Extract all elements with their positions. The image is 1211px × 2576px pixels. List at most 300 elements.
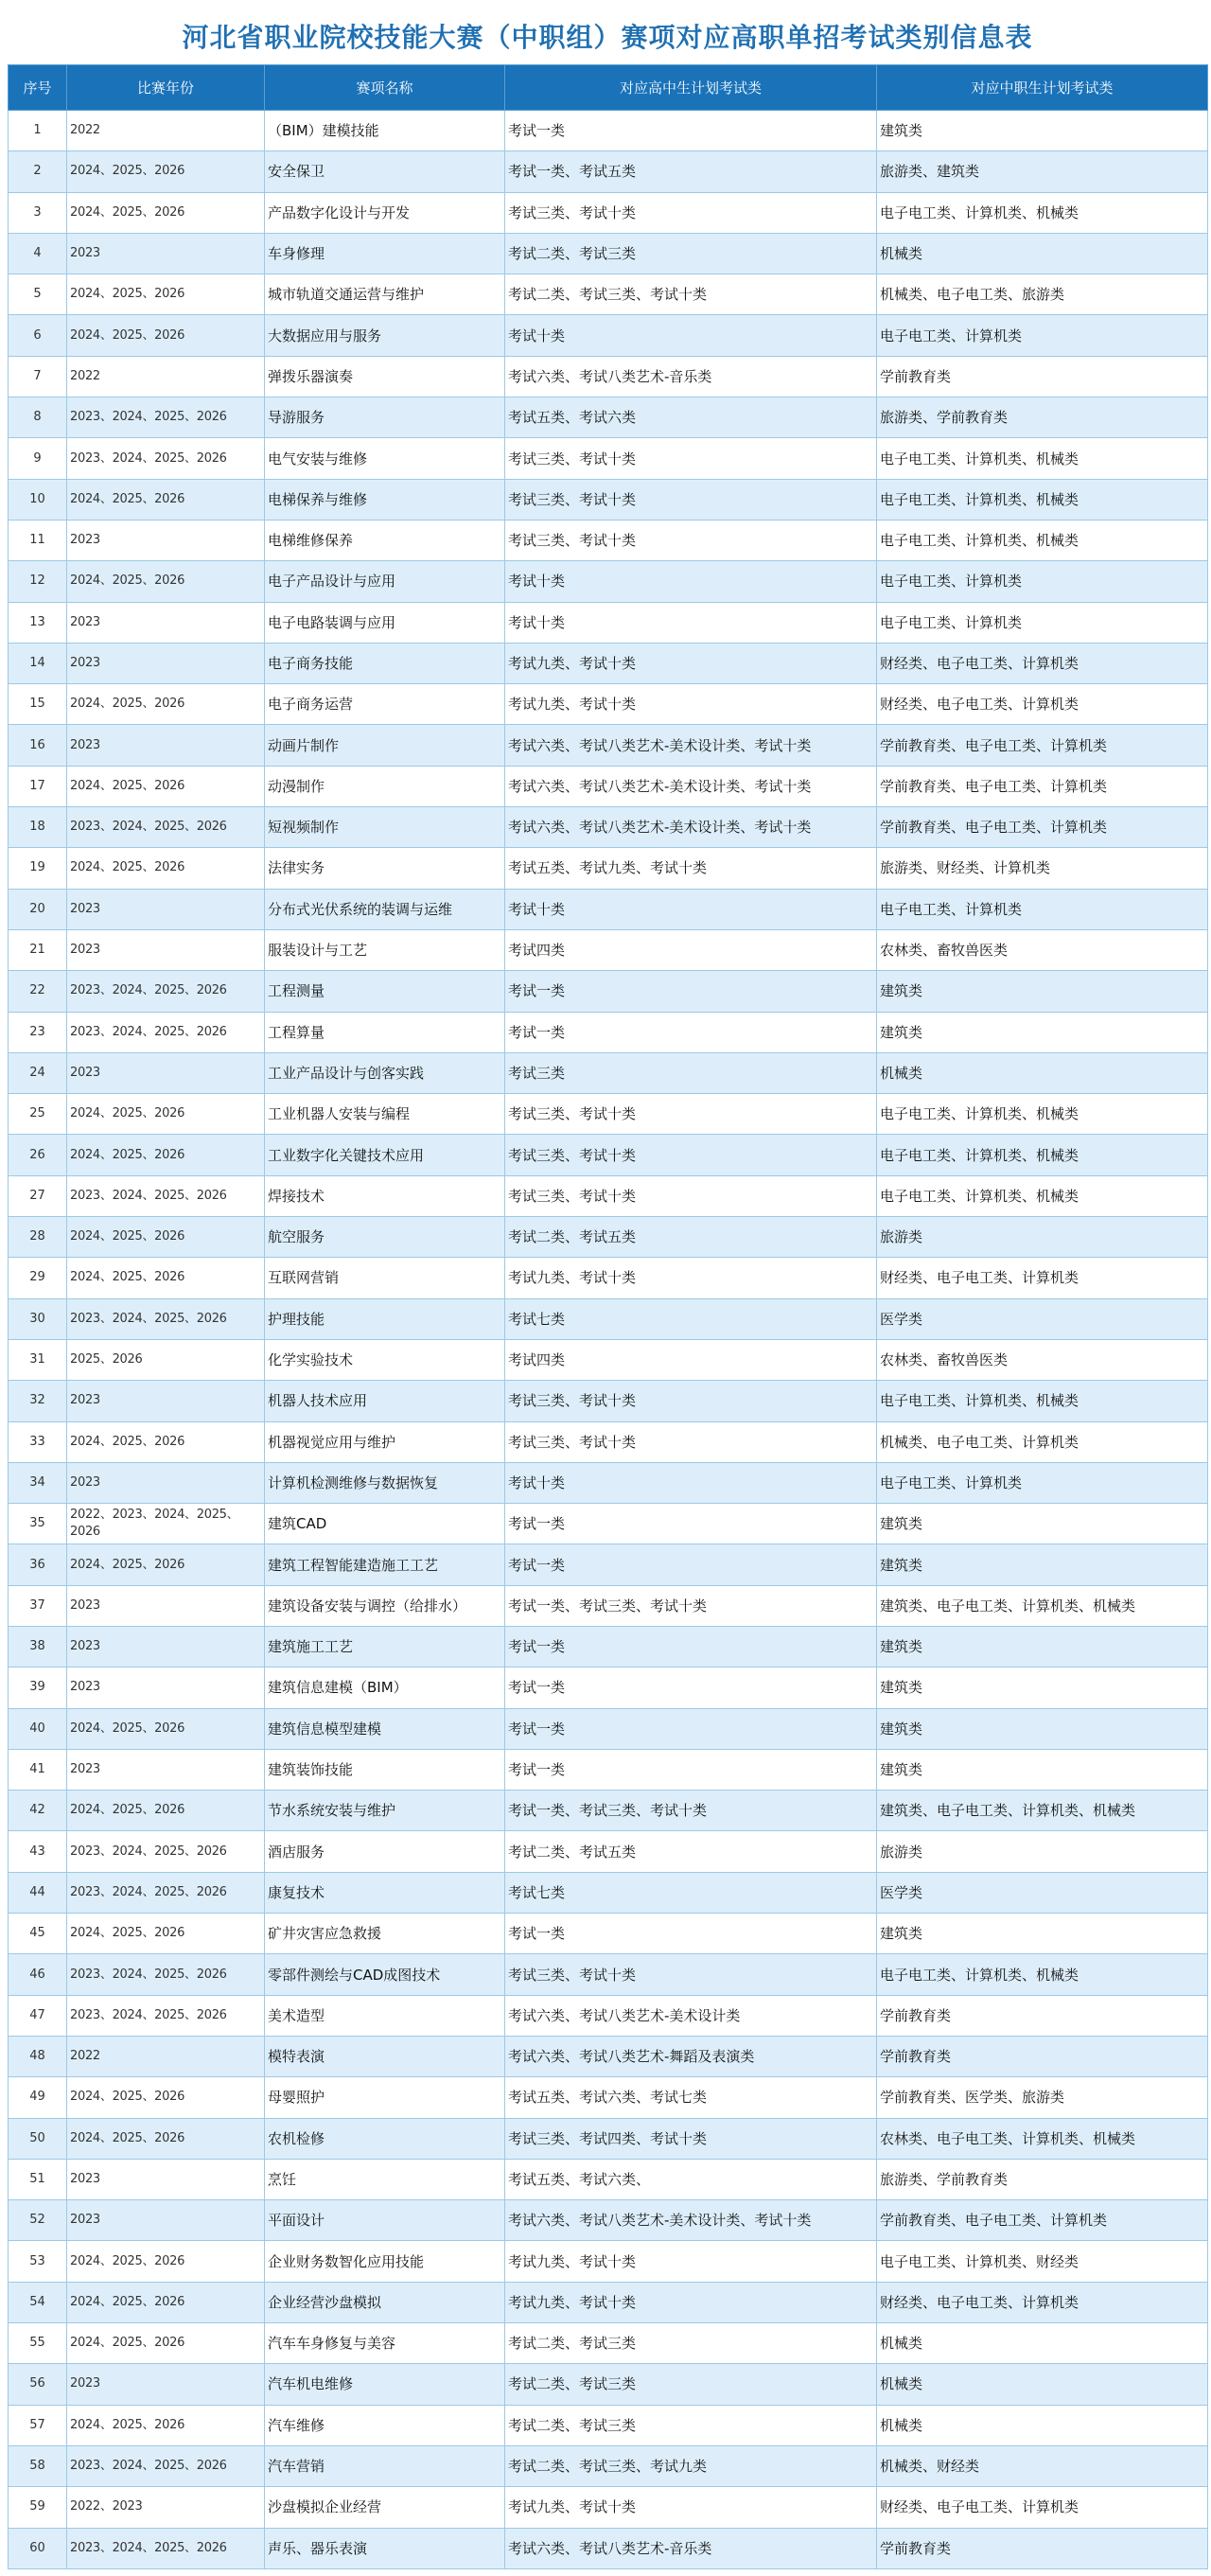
table-row bbox=[9, 2445, 1208, 2486]
highschool-exam-category: 考试五类、考试六类、考试七类 bbox=[505, 2077, 877, 2118]
table-row bbox=[9, 356, 1208, 397]
table-row bbox=[9, 971, 1208, 1012]
event-name: 法律实务 bbox=[265, 848, 505, 889]
event-name: 导游服务 bbox=[265, 397, 505, 438]
vocational-exam-category: 电子电工类、计算机类 bbox=[877, 602, 1208, 643]
info-table bbox=[8, 64, 1208, 2569]
table-row bbox=[9, 1914, 1208, 1954]
competition-years: 2023 bbox=[67, 1749, 265, 1790]
highschool-exam-category: 考试十类 bbox=[505, 315, 877, 356]
competition-years: 2023 bbox=[67, 889, 265, 929]
competition-years: 2023 bbox=[67, 1381, 265, 1421]
event-name: 护理技能 bbox=[265, 1298, 505, 1339]
vocational-exam-category: 电子电工类、计算机类 bbox=[877, 315, 1208, 356]
competition-years: 2023、2024、2025、2026 bbox=[67, 2445, 265, 2486]
event-name: 节水系统安装与维护 bbox=[265, 1791, 505, 1831]
vocational-exam-category: 机械类 bbox=[877, 2364, 1208, 2405]
table-row bbox=[9, 1052, 1208, 1093]
event-name: 互联网营销 bbox=[265, 1258, 505, 1298]
vocational-exam-category: 建筑类、电子电工类、计算机类、机械类 bbox=[877, 1585, 1208, 1626]
table-row bbox=[9, 766, 1208, 806]
vocational-exam-category: 建筑类 bbox=[877, 1626, 1208, 1667]
event-name: 模特表演 bbox=[265, 2036, 505, 2076]
row-number: 18 bbox=[9, 807, 67, 848]
competition-years: 2023、2024、2025、2026 bbox=[67, 1831, 265, 1872]
vocational-exam-category: 学前教育类 bbox=[877, 356, 1208, 397]
table-row bbox=[9, 2528, 1208, 2568]
event-name: 电梯保养与维修 bbox=[265, 479, 505, 520]
row-number: 7 bbox=[9, 356, 67, 397]
highschool-exam-category: 考试二类、考试三类 bbox=[505, 233, 877, 273]
competition-years: 2024、2025、2026 bbox=[67, 192, 265, 233]
competition-years: 2024、2025、2026 bbox=[67, 1544, 265, 1585]
event-name: 航空服务 bbox=[265, 1217, 505, 1258]
highschool-exam-category: 考试四类 bbox=[505, 1339, 877, 1380]
competition-years: 2024、2025、2026 bbox=[67, 2282, 265, 2322]
event-name: 建筑工程智能建造施工工艺 bbox=[265, 1544, 505, 1585]
highschool-exam-category: 考试十类 bbox=[505, 889, 877, 929]
highschool-exam-category: 考试六类、考试八类艺术-舞蹈及表演类 bbox=[505, 2036, 877, 2076]
highschool-exam-category: 考试二类、考试三类、考试九类 bbox=[505, 2445, 877, 2486]
table-row bbox=[9, 889, 1208, 929]
table-row bbox=[9, 929, 1208, 970]
row-number: 21 bbox=[9, 929, 67, 970]
event-name: 建筑装饰技能 bbox=[265, 1749, 505, 1790]
event-name: 化学实验技术 bbox=[265, 1339, 505, 1380]
competition-years: 2023、2024、2025、2026 bbox=[67, 1175, 265, 1216]
table-row bbox=[9, 1667, 1208, 1708]
vocational-exam-category: 旅游类 bbox=[877, 1217, 1208, 1258]
row-number: 51 bbox=[9, 2159, 67, 2199]
competition-years: 2024、2025、2026 bbox=[67, 1217, 265, 1258]
highschool-exam-category: 考试二类、考试三类 bbox=[505, 2364, 877, 2405]
row-number: 40 bbox=[9, 1708, 67, 1749]
competition-years: 2024、2025、2026 bbox=[67, 2118, 265, 2159]
competition-years: 2022 bbox=[67, 2036, 265, 2076]
table-row bbox=[9, 2036, 1208, 2076]
highschool-exam-category: 考试一类 bbox=[505, 111, 877, 151]
event-name: 车身修理 bbox=[265, 233, 505, 273]
table-row bbox=[9, 111, 1208, 151]
vocational-exam-category: 电子电工类、计算机类 bbox=[877, 889, 1208, 929]
header-year: 比赛年份 bbox=[67, 65, 265, 111]
vocational-exam-category: 农林类、畜牧兽医类 bbox=[877, 929, 1208, 970]
row-number: 49 bbox=[9, 2077, 67, 2118]
competition-years: 2023、2024、2025、2026 bbox=[67, 807, 265, 848]
highschool-exam-category: 考试一类、考试三类、考试十类 bbox=[505, 1791, 877, 1831]
row-number: 33 bbox=[9, 1421, 67, 1462]
highschool-exam-category: 考试六类、考试八类艺术-音乐类 bbox=[505, 356, 877, 397]
vocational-exam-category: 农林类、电子电工类、计算机类、机械类 bbox=[877, 2118, 1208, 2159]
event-name: 大数据应用与服务 bbox=[265, 315, 505, 356]
vocational-exam-category: 建筑类 bbox=[877, 1749, 1208, 1790]
row-number: 31 bbox=[9, 1339, 67, 1380]
event-name: 分布式光伏系统的装调与运维 bbox=[265, 889, 505, 929]
event-name: 康复技术 bbox=[265, 1872, 505, 1913]
row-number: 14 bbox=[9, 643, 67, 683]
table-row bbox=[9, 151, 1208, 192]
competition-years: 2023 bbox=[67, 1667, 265, 1708]
highschool-exam-category: 考试一类 bbox=[505, 1544, 877, 1585]
row-number: 41 bbox=[9, 1749, 67, 1790]
row-number: 38 bbox=[9, 1626, 67, 1667]
row-number: 58 bbox=[9, 2445, 67, 2486]
competition-years: 2024、2025、2026 bbox=[67, 1421, 265, 1462]
competition-years: 2023 bbox=[67, 1462, 265, 1503]
highschool-exam-category: 考试二类、考试三类、考试十类 bbox=[505, 274, 877, 315]
vocational-exam-category: 建筑类 bbox=[877, 971, 1208, 1012]
row-number: 45 bbox=[9, 1914, 67, 1954]
competition-years: 2023、2024、2025、2026 bbox=[67, 397, 265, 438]
highschool-exam-category: 考试九类、考试十类 bbox=[505, 1258, 877, 1298]
vocational-exam-category: 建筑类、电子电工类、计算机类、机械类 bbox=[877, 1791, 1208, 1831]
vocational-exam-category: 电子电工类、计算机类、机械类 bbox=[877, 1135, 1208, 1175]
highschool-exam-category: 考试四类 bbox=[505, 929, 877, 970]
row-number: 15 bbox=[9, 684, 67, 725]
highschool-exam-category: 考试六类、考试八类艺术-美术设计类、考试十类 bbox=[505, 807, 877, 848]
table-row bbox=[9, 233, 1208, 273]
competition-years: 2024、2025、2026 bbox=[67, 2077, 265, 2118]
event-name: 服装设计与工艺 bbox=[265, 929, 505, 970]
competition-years: 2023 bbox=[67, 1052, 265, 1093]
table-row bbox=[9, 1872, 1208, 1913]
event-name: 零部件测绘与CAD成图技术 bbox=[265, 1954, 505, 1995]
competition-years: 2023、2024、2025、2026 bbox=[67, 1298, 265, 1339]
highschool-exam-category: 考试二类、考试五类 bbox=[505, 1831, 877, 1872]
table-row bbox=[9, 438, 1208, 479]
highschool-exam-category: 考试五类、考试六类、 bbox=[505, 2159, 877, 2199]
highschool-exam-category: 考试三类、考试十类 bbox=[505, 1094, 877, 1135]
competition-years: 2024、2025、2026 bbox=[67, 2241, 265, 2282]
competition-years: 2024、2025、2026 bbox=[67, 2323, 265, 2364]
competition-years: 2024、2025、2026 bbox=[67, 1094, 265, 1135]
competition-years: 2023、2024、2025、2026 bbox=[67, 1012, 265, 1052]
row-number: 44 bbox=[9, 1872, 67, 1913]
table-row bbox=[9, 1831, 1208, 1872]
highschool-exam-category: 考试一类 bbox=[505, 1667, 877, 1708]
highschool-exam-category: 考试一类 bbox=[505, 1749, 877, 1790]
row-number: 46 bbox=[9, 1954, 67, 1995]
table-row bbox=[9, 1626, 1208, 1667]
highschool-exam-category: 考试三类 bbox=[505, 1052, 877, 1093]
highschool-exam-category: 考试十类 bbox=[505, 561, 877, 602]
event-name: （BIM）建模技能 bbox=[265, 111, 505, 151]
event-name: 工业产品设计与创客实践 bbox=[265, 1052, 505, 1093]
event-name: 工程算量 bbox=[265, 1012, 505, 1052]
event-name: 农机检修 bbox=[265, 2118, 505, 2159]
competition-years: 2023 bbox=[67, 233, 265, 273]
highschool-exam-category: 考试六类、考试八类艺术-美术设计类、考试十类 bbox=[505, 725, 877, 766]
row-number: 22 bbox=[9, 971, 67, 1012]
highschool-exam-category: 考试一类 bbox=[505, 1504, 877, 1544]
competition-years: 2024、2025、2026 bbox=[67, 315, 265, 356]
highschool-exam-category: 考试一类、考试五类 bbox=[505, 151, 877, 192]
vocational-exam-category: 旅游类、财经类、计算机类 bbox=[877, 848, 1208, 889]
table-row bbox=[9, 1749, 1208, 1790]
row-number: 54 bbox=[9, 2282, 67, 2322]
highschool-exam-category: 考试一类 bbox=[505, 1012, 877, 1052]
table-row bbox=[9, 2077, 1208, 2118]
event-name: 电气安装与维修 bbox=[265, 438, 505, 479]
event-name: 企业财务数智化应用技能 bbox=[265, 2241, 505, 2282]
row-number: 27 bbox=[9, 1175, 67, 1216]
row-number: 32 bbox=[9, 1381, 67, 1421]
row-number: 9 bbox=[9, 438, 67, 479]
vocational-exam-category: 电子电工类、计算机类、机械类 bbox=[877, 438, 1208, 479]
vocational-exam-category: 机械类 bbox=[877, 2323, 1208, 2364]
table-row bbox=[9, 2118, 1208, 2159]
table-row bbox=[9, 315, 1208, 356]
row-number: 23 bbox=[9, 1012, 67, 1052]
highschool-exam-category: 考试一类 bbox=[505, 1914, 877, 1954]
vocational-exam-category: 学前教育类 bbox=[877, 1995, 1208, 2036]
table-row bbox=[9, 2487, 1208, 2528]
event-name: 弹拨乐器演奏 bbox=[265, 356, 505, 397]
row-number: 26 bbox=[9, 1135, 67, 1175]
event-name: 建筑信息模型建模 bbox=[265, 1708, 505, 1749]
row-number: 57 bbox=[9, 2405, 67, 2445]
highschool-exam-category: 考试二类、考试三类 bbox=[505, 2405, 877, 2445]
highschool-exam-category: 考试三类、考试十类 bbox=[505, 479, 877, 520]
row-number: 3 bbox=[9, 192, 67, 233]
vocational-exam-category: 电子电工类、计算机类、机械类 bbox=[877, 1954, 1208, 1995]
table-row bbox=[9, 1504, 1208, 1544]
highschool-exam-category: 考试二类、考试五类 bbox=[505, 1217, 877, 1258]
event-name: 安全保卫 bbox=[265, 151, 505, 192]
event-name: 企业经营沙盘模拟 bbox=[265, 2282, 505, 2322]
highschool-exam-category: 考试三类、考试十类 bbox=[505, 192, 877, 233]
highschool-exam-category: 考试三类、考试十类 bbox=[505, 1381, 877, 1421]
table-row bbox=[9, 1381, 1208, 1421]
highschool-exam-category: 考试九类、考试十类 bbox=[505, 2282, 877, 2322]
competition-years: 2023 bbox=[67, 643, 265, 683]
table-row bbox=[9, 848, 1208, 889]
highschool-exam-category: 考试二类、考试三类 bbox=[505, 2323, 877, 2364]
highschool-exam-category: 考试一类 bbox=[505, 971, 877, 1012]
competition-years: 2023、2024、2025、2026 bbox=[67, 971, 265, 1012]
event-name: 电子商务技能 bbox=[265, 643, 505, 683]
row-number: 37 bbox=[9, 1585, 67, 1626]
event-name: 工业数字化关键技术应用 bbox=[265, 1135, 505, 1175]
highschool-exam-category: 考试三类、考试十类 bbox=[505, 1175, 877, 1216]
event-name: 汽车维修 bbox=[265, 2405, 505, 2445]
vocational-exam-category: 机械类、电子电工类、旅游类 bbox=[877, 274, 1208, 315]
competition-years: 2023 bbox=[67, 602, 265, 643]
competition-years: 2023、2024、2025、2026 bbox=[67, 2528, 265, 2568]
table-row bbox=[9, 1094, 1208, 1135]
competition-years: 2023 bbox=[67, 2159, 265, 2199]
row-number: 4 bbox=[9, 233, 67, 273]
event-name: 城市轨道交通运营与维护 bbox=[265, 274, 505, 315]
competition-years: 2023 bbox=[67, 2200, 265, 2241]
table-row bbox=[9, 684, 1208, 725]
vocational-exam-category: 建筑类 bbox=[877, 1667, 1208, 1708]
table-row bbox=[9, 1585, 1208, 1626]
vocational-exam-category: 学前教育类 bbox=[877, 2036, 1208, 2076]
highschool-exam-category: 考试五类、考试九类、考试十类 bbox=[505, 848, 877, 889]
row-number: 50 bbox=[9, 2118, 67, 2159]
vocational-exam-category: 学前教育类、电子电工类、计算机类 bbox=[877, 725, 1208, 766]
page-title: 河北省职业院校技能大赛（中职组）赛项对应高职单招考试类别信息表 bbox=[182, 22, 1033, 53]
row-number: 30 bbox=[9, 1298, 67, 1339]
vocational-exam-category: 电子电工类、计算机类、机械类 bbox=[877, 1094, 1208, 1135]
event-name: 工业机器人安装与编程 bbox=[265, 1094, 505, 1135]
highschool-exam-category: 考试九类、考试十类 bbox=[505, 2487, 877, 2528]
vocational-exam-category: 旅游类、学前教育类 bbox=[877, 397, 1208, 438]
highschool-exam-category: 考试五类、考试六类 bbox=[505, 397, 877, 438]
competition-years: 2022 bbox=[67, 356, 265, 397]
event-name: 电子电路装调与应用 bbox=[265, 602, 505, 643]
table-row bbox=[9, 1791, 1208, 1831]
row-number: 12 bbox=[9, 561, 67, 602]
row-number: 17 bbox=[9, 766, 67, 806]
event-name: 建筑施工工艺 bbox=[265, 1626, 505, 1667]
row-number: 5 bbox=[9, 274, 67, 315]
row-number: 53 bbox=[9, 2241, 67, 2282]
table-row bbox=[9, 807, 1208, 848]
row-number: 55 bbox=[9, 2323, 67, 2364]
event-name: 建筑信息建模（BIM） bbox=[265, 1667, 505, 1708]
highschool-exam-category: 考试十类 bbox=[505, 1462, 877, 1503]
highschool-exam-category: 考试六类、考试八类艺术-美术设计类、考试十类 bbox=[505, 766, 877, 806]
row-number: 43 bbox=[9, 1831, 67, 1872]
row-number: 10 bbox=[9, 479, 67, 520]
vocational-exam-category: 学前教育类、电子电工类、计算机类 bbox=[877, 766, 1208, 806]
competition-years: 2024、2025、2026 bbox=[67, 1258, 265, 1298]
competition-years: 2024、2025、2026 bbox=[67, 561, 265, 602]
highschool-exam-category: 考试六类、考试八类艺术-美术设计类、考试十类 bbox=[505, 2200, 877, 2241]
row-number: 1 bbox=[9, 111, 67, 151]
header-vocational-exam: 对应中职生计划考试类 bbox=[877, 65, 1208, 111]
table-row bbox=[9, 2159, 1208, 2199]
vocational-exam-category: 机械类 bbox=[877, 233, 1208, 273]
event-name: 短视频制作 bbox=[265, 807, 505, 848]
table-row bbox=[9, 1995, 1208, 2036]
highschool-exam-category: 考试三类、考试十类 bbox=[505, 1135, 877, 1175]
highschool-exam-category: 考试三类、考试十类 bbox=[505, 1421, 877, 1462]
table-row bbox=[9, 2405, 1208, 2445]
highschool-exam-category: 考试七类 bbox=[505, 1872, 877, 1913]
row-number: 56 bbox=[9, 2364, 67, 2405]
event-name: 焊接技术 bbox=[265, 1175, 505, 1216]
row-number: 42 bbox=[9, 1791, 67, 1831]
table-row bbox=[9, 1954, 1208, 1995]
vocational-exam-category: 财经类、电子电工类、计算机类 bbox=[877, 684, 1208, 725]
row-number: 60 bbox=[9, 2528, 67, 2568]
table-row bbox=[9, 1298, 1208, 1339]
table-row bbox=[9, 1544, 1208, 1585]
row-number: 25 bbox=[9, 1094, 67, 1135]
competition-years: 2023、2024、2025、2026 bbox=[67, 1995, 265, 2036]
event-name: 酒店服务 bbox=[265, 1831, 505, 1872]
competition-years: 2023 bbox=[67, 1585, 265, 1626]
vocational-exam-category: 电子电工类、计算机类、财经类 bbox=[877, 2241, 1208, 2282]
table-row bbox=[9, 1135, 1208, 1175]
competition-years: 2024、2025、2026 bbox=[67, 2405, 265, 2445]
vocational-exam-category: 机械类 bbox=[877, 1052, 1208, 1093]
event-name: 电子商务运营 bbox=[265, 684, 505, 725]
table-row bbox=[9, 1217, 1208, 1258]
vocational-exam-category: 财经类、电子电工类、计算机类 bbox=[877, 2487, 1208, 2528]
vocational-exam-category: 医学类 bbox=[877, 1872, 1208, 1913]
vocational-exam-category: 电子电工类、计算机类、机械类 bbox=[877, 479, 1208, 520]
row-number: 48 bbox=[9, 2036, 67, 2076]
row-number: 52 bbox=[9, 2200, 67, 2241]
event-name: 电梯维修保养 bbox=[265, 520, 505, 560]
table-row bbox=[9, 1708, 1208, 1749]
competition-years: 2024、2025、2026 bbox=[67, 274, 265, 315]
event-name: 动画片制作 bbox=[265, 725, 505, 766]
competition-years: 2023 bbox=[67, 2364, 265, 2405]
table-row bbox=[9, 2323, 1208, 2364]
table-row bbox=[9, 479, 1208, 520]
table-row bbox=[9, 2200, 1208, 2241]
competition-years: 2022、2023、2024、2025、2026 bbox=[67, 1504, 265, 1544]
vocational-exam-category: 电子电工类、计算机类、机械类 bbox=[877, 1381, 1208, 1421]
vocational-exam-category: 学前教育类、电子电工类、计算机类 bbox=[877, 807, 1208, 848]
vocational-exam-category: 财经类、电子电工类、计算机类 bbox=[877, 643, 1208, 683]
vocational-exam-category: 电子电工类、计算机类、机械类 bbox=[877, 520, 1208, 560]
table-row bbox=[9, 725, 1208, 766]
row-number: 35 bbox=[9, 1504, 67, 1544]
row-number: 13 bbox=[9, 602, 67, 643]
header-event: 赛项名称 bbox=[265, 65, 505, 111]
vocational-exam-category: 旅游类、学前教育类 bbox=[877, 2159, 1208, 2199]
competition-years: 2023、2024、2025、2026 bbox=[67, 438, 265, 479]
table-row bbox=[9, 1462, 1208, 1503]
event-name: 工程测量 bbox=[265, 971, 505, 1012]
competition-years: 2024、2025、2026 bbox=[67, 1708, 265, 1749]
competition-years: 2024、2025、2026 bbox=[67, 684, 265, 725]
row-number: 19 bbox=[9, 848, 67, 889]
highschool-exam-category: 考试六类、考试八类艺术-美术设计类 bbox=[505, 1995, 877, 2036]
header-no: 序号 bbox=[9, 65, 67, 111]
row-number: 16 bbox=[9, 725, 67, 766]
highschool-exam-category: 考试一类 bbox=[505, 1626, 877, 1667]
competition-years: 2023 bbox=[67, 725, 265, 766]
competition-years: 2022、2023 bbox=[67, 2487, 265, 2528]
highschool-exam-category: 考试一类 bbox=[505, 1708, 877, 1749]
event-name: 电子产品设计与应用 bbox=[265, 561, 505, 602]
event-name: 声乐、器乐表演 bbox=[265, 2528, 505, 2568]
vocational-exam-category: 建筑类 bbox=[877, 111, 1208, 151]
event-name: 产品数字化设计与开发 bbox=[265, 192, 505, 233]
event-name: 汽车营销 bbox=[265, 2445, 505, 2486]
table-row bbox=[9, 561, 1208, 602]
vocational-exam-category: 农林类、畜牧兽医类 bbox=[877, 1339, 1208, 1380]
row-number: 36 bbox=[9, 1544, 67, 1585]
event-name: 建筑设备安装与调控（给排水） bbox=[265, 1585, 505, 1626]
vocational-exam-category: 电子电工类、计算机类 bbox=[877, 561, 1208, 602]
competition-years: 2023、2024、2025、2026 bbox=[67, 1954, 265, 1995]
competition-years: 2023 bbox=[67, 1626, 265, 1667]
competition-years: 2024、2025、2026 bbox=[67, 1914, 265, 1954]
vocational-exam-category: 电子电工类、计算机类、机械类 bbox=[877, 1175, 1208, 1216]
vocational-exam-category: 医学类 bbox=[877, 1298, 1208, 1339]
vocational-exam-category: 旅游类、建筑类 bbox=[877, 151, 1208, 192]
competition-years: 2023 bbox=[67, 929, 265, 970]
vocational-exam-category: 机械类、电子电工类、计算机类 bbox=[877, 1421, 1208, 1462]
highschool-exam-category: 考试三类、考试四类、考试十类 bbox=[505, 2118, 877, 2159]
table-row bbox=[9, 2364, 1208, 2405]
table-row bbox=[9, 1012, 1208, 1052]
event-name: 矿井灾害应急救援 bbox=[265, 1914, 505, 1954]
highschool-exam-category: 考试三类、考试十类 bbox=[505, 1954, 877, 1995]
competition-years: 2024、2025、2026 bbox=[67, 151, 265, 192]
highschool-exam-category: 考试十类 bbox=[505, 602, 877, 643]
event-name: 美术造型 bbox=[265, 1995, 505, 2036]
table-row bbox=[9, 1175, 1208, 1216]
